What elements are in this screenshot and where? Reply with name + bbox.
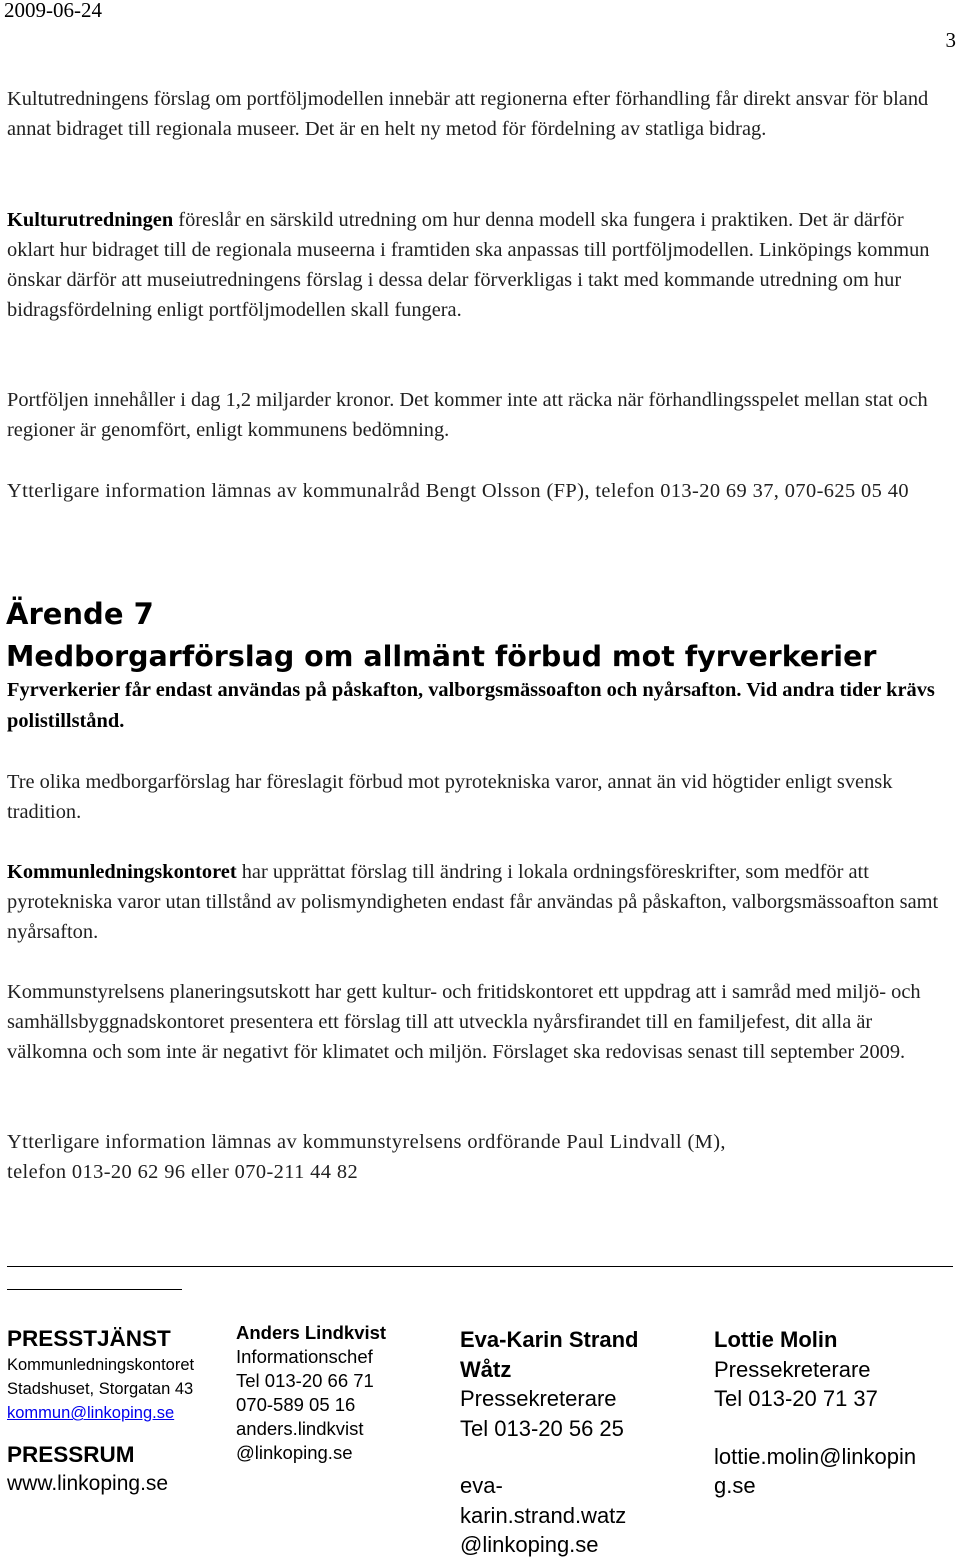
presstjanst-email-link[interactable]: kommun@linkoping.se [7, 1404, 175, 1422]
arende-label: Ärende 7 [6, 597, 154, 631]
footer-contact-strand-watz [460, 1325, 690, 1560]
arende-subheading: Fyrverkerier får endast användas på påskafton, valborgsmässoafton och nyårsafton. Vid andra tider krävs polistillstånd. [7, 679, 935, 732]
bold-kommunledningskontoret: Kommunledningskontoret [7, 861, 237, 883]
paragraph-contact-lindvall [7, 1127, 955, 1187]
contact-lindvall-line1: Ytterligare information lämnas av kommunstyrelsens ordförande Paul Lindvall (M), [7, 1131, 726, 1153]
presstjanst-address: Stadshuset, Storgatan 43 [7, 1380, 194, 1398]
contact-lindvall-line2: telefon 013-20 62 96 eller 070-211 44 82 [7, 1161, 359, 1183]
arende-title: Medborgarförslag om allmänt förbud mot fyrverkerier [6, 640, 877, 673]
contact-molin-email-part1[interactable]: lottie.molin@linkopin [714, 1443, 917, 1469]
paragraph-contact-olsson: Ytterligare information lämnas av kommunalråd Bengt Olsson (FP), telefon 013-20 69 37, 070-625 05 40 [7, 480, 909, 502]
footer-divider-short [7, 1289, 182, 1290]
paragraph-kommunledningskontoret [7, 857, 955, 947]
contact-lindkvist-mobile: 070-589 05 16 [236, 1394, 356, 1415]
paragraph-kulturutredningen-text: föreslår en särskild utredning om hur denna modell ska fungera i praktiken. Det är därför oklart hur bidraget till de regionala museerna i framtiden ska anpassas till portföljmodellen. Linköpings kommun önskar därför att museiutredningens förslag i dessa delar förverkligas i takt med kommande utredning om hur bidragsfördelning enligt portföljmodellen skall fungera. [7, 209, 930, 321]
contact-strand-tel: Tel 013-20 56 25 [460, 1415, 624, 1441]
paragraph-kulturutredningen [7, 205, 955, 325]
presstjanst-heading: PRESSTJÄNST [7, 1326, 171, 1351]
footer-divider-long [7, 1266, 953, 1267]
presstjanst-org: Kommunledningskontoret [7, 1356, 195, 1374]
contact-molin-tel: Tel 013-20 71 37 [714, 1386, 878, 1411]
pressrum-heading: PRESSRUM [7, 1442, 135, 1467]
footer-contact-lindkvist [236, 1321, 436, 1465]
website-link[interactable]: www.linkoping.se [7, 1472, 169, 1495]
contact-molin-email-part2[interactable]: g.se [714, 1473, 756, 1498]
contact-lindkvist-role: Informationschef [236, 1346, 373, 1367]
contact-strand-name-line1: Eva-Karin Strand [460, 1327, 639, 1352]
bold-kulturutredningen: Kulturutredningen [7, 209, 174, 231]
contact-molin-name: Lottie Molin [714, 1327, 838, 1352]
footer-contact-molin [714, 1325, 954, 1501]
contact-strand-email-part2[interactable]: karin.strand.watz [460, 1502, 627, 1528]
contact-lindkvist-email-part1[interactable]: anders.lindkvist [236, 1418, 364, 1439]
paragraph-portfolio-model: Kultutredningens förslag om portföljmodellen innebär att regionerna efter förhandling får direkt ansvar för bland annat bidraget till regionala museer. Det är en helt ny metod för fördelning av statliga bidrag. [7, 88, 929, 140]
contact-strand-email-part1[interactable]: eva- [460, 1473, 503, 1498]
paragraph-medborgarforslag: Tre olika medborgarförslag har föreslagit förbud mot pyrotekniska varor, annat än vid högtider enligt svensk tradition. [7, 771, 893, 823]
paragraph-kommunledningskontoret-text: har upprättat förslag till ändring i lokala ordningsföreskrifter, som medför att pyrotekniska varor utan tillstånd av polismyndigheten endast får användas på påskafton, valborgsmässoafton samt nyårsafton. [7, 861, 939, 943]
contact-strand-name-line2: Wåtz [460, 1356, 512, 1382]
footer-presstjanst [7, 1320, 227, 1499]
contact-lindkvist-email-part2[interactable]: @linkoping.se [236, 1442, 353, 1463]
paragraph-portfolio-amount: Portföljen innehåller i dag 1,2 miljarder kronor. Det kommer inte att räcka när förhandlingsspelet mellan stat och regioner är genomfört, enligt kommunens bedömning. [7, 389, 928, 441]
contact-strand-email-part3[interactable]: @linkoping.se [460, 1532, 599, 1557]
contact-lindkvist-tel: Tel 013-20 66 71 [236, 1370, 374, 1391]
paragraph-planeringsutskott: Kommunstyrelsens planeringsutskott har gett kultur- och fritidskontoret ett uppdrag att i samråd med miljö- och samhällsbyggnadskontoret presentera ett förslag till att utveckla nyårsfirandet till en familjefest, dit alla är välkomna och som inte är negativt för klimatet och miljön. Förslaget ska redovisas senast till september 2009. [7, 981, 921, 1063]
contact-lindkvist-name: Anders Lindkvist [236, 1322, 387, 1343]
contact-molin-role: Pressekreterare [714, 1356, 871, 1382]
page-number: 3 [945, 28, 956, 52]
contact-strand-role: Pressekreterare [460, 1386, 617, 1411]
document-date: 2009-06-24 [4, 0, 102, 22]
